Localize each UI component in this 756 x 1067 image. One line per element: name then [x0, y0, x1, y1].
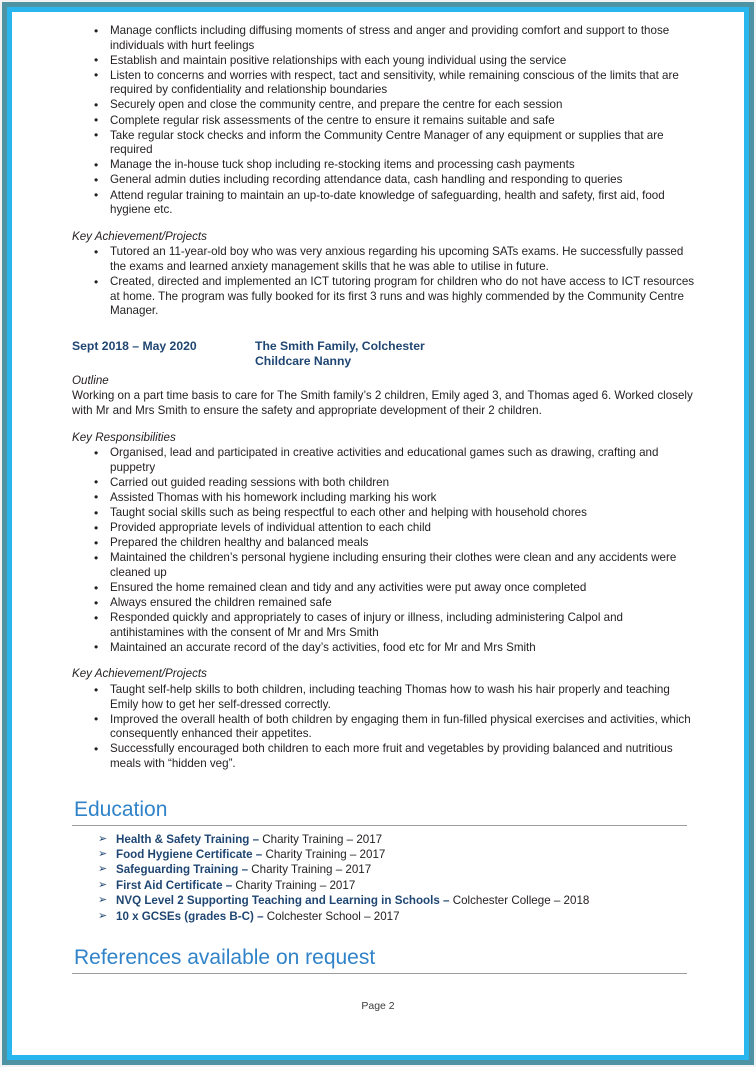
- list-item: • Tutored an 11-year-old boy who was very anxious regarding his upcoming SATs exams. He successfully passed the exams and learned anxiety management skills that he was able to utilise in future.: [72, 245, 700, 274]
- list-item: • Always ensured the children remained safe: [72, 596, 700, 611]
- list-item: • Ensured the home remained clean and tidy and any activities were put away once completed: [72, 581, 700, 596]
- role-two-outline-text: Working on a part time basis to care for The Smith family’s 2 children, Emily aged 3, and Thomas aged 6. Worked closely with Mr and Mrs Smith to ensure the safety and appropriate development of their 2 children.: [72, 389, 693, 417]
- role-two-heading: [72, 339, 700, 370]
- list-item: • Manage conflicts including diffusing moments of stress and anger and providing comfort and support to those individuals with hurt feelings: [72, 24, 700, 53]
- role-two-employer-block: [255, 339, 425, 370]
- list-item: • Provided appropriate levels of individual attention to each child: [72, 521, 700, 536]
- list-item: • Responded quickly and appropriately to cases of injury or illness, including administering Calpol and antihistamines with the consent of Mr and Mrs Smith: [72, 611, 700, 640]
- education-rule: [72, 825, 687, 826]
- education-separator: –: [439, 894, 453, 908]
- education-qualification: Food Hygiene Certificate: [116, 848, 253, 862]
- education-detail: Colchester School – 2017: [266, 909, 400, 923]
- education-item: [72, 832, 700, 847]
- education-qualification: NVQ Level 2 Supporting Teaching and Learning in Schools: [116, 894, 440, 908]
- role-two-responsibilities-label: Key Responsibilities: [72, 430, 176, 444]
- education-item: [72, 862, 700, 877]
- list-item: • Securely open and close the community centre, and prepare the centre for each session: [72, 98, 700, 113]
- list-item: • Carried out guided reading sessions with both children: [72, 476, 700, 491]
- list-item: • Attend regular training to maintain an up-to-date knowledge of safeguarding, health and safety, first aid, food hygiene etc.: [72, 189, 700, 218]
- education-detail: Charity Training – 2017: [265, 848, 386, 862]
- education-detail: Charity Training – 2017: [262, 832, 383, 846]
- education-heading: Education: [74, 797, 168, 821]
- education-separator: –: [252, 848, 266, 862]
- education-detail: Charity Training – 2017: [235, 878, 356, 892]
- role-two-achievements-label: Key Achievement/Projects: [72, 667, 207, 681]
- education-item: [72, 893, 700, 908]
- education-qualification: First Aid Certificate: [116, 878, 223, 892]
- education-qualification: Health & Safety Training: [116, 832, 250, 846]
- role-two-responsibilities-list: [72, 446, 700, 655]
- education-separator: –: [238, 863, 252, 877]
- list-item: • Complete regular risk assessments of the centre to ensure it remains suitable and safe: [72, 114, 700, 129]
- role-two-achievements-list: [72, 683, 700, 772]
- list-item: • Prepared the children healthy and balanced meals: [72, 536, 700, 551]
- list-item: • Organised, lead and participated in creative activities and educational games such as drawing, crafting and puppetry: [72, 446, 700, 475]
- list-item: • Taught self-help skills to both children, including teaching Thomas how to wash his hair properly and teaching Emily how to get her self-dressed correctly.: [72, 683, 700, 712]
- education-separator: –: [249, 832, 263, 846]
- list-item: • Improved the overall health of both children by engaging them in fun-filled physical exercises and activities, which consequently enhanced their appetites.: [72, 713, 700, 742]
- list-item: • Manage the in-house tuck shop including re-stocking items and processing cash payments: [72, 158, 700, 173]
- list-item: • Maintained the children’s personal hygiene including ensuring their clothes were clean and any accidents were cleaned up: [72, 551, 700, 580]
- page-footer: Page 2: [361, 1000, 395, 1012]
- role-two-job-title: Childcare Nanny: [255, 354, 352, 369]
- education-qualification: 10 x GCSEs (grades B-C): [116, 909, 254, 923]
- role-two-employer: The Smith Family, Colchester: [255, 338, 425, 353]
- references-rule: [72, 973, 687, 974]
- list-item: • Establish and maintain positive relationships with each young individual using the service: [72, 54, 700, 69]
- education-item: [72, 909, 700, 924]
- list-item: • Created, directed and implemented an ICT tutoring program for children who do not have access to ICT resources at home. The program was fully booked for its first 3 runs and was highly commended by the Community Centre Manager.: [72, 275, 700, 319]
- education-separator: –: [222, 878, 236, 892]
- education-item: [72, 878, 700, 893]
- role-two-dates: Sept 2018 – May 2020: [72, 338, 197, 353]
- role-one-achievements-label: Key Achievement/Projects: [72, 229, 207, 243]
- role-one-responsibilities-list: [72, 24, 700, 218]
- list-item: • Listen to concerns and worries with respect, tact and sensitivity, while remaining conscious of the limits that are required by confidentiality and relationship boundaries: [72, 69, 700, 98]
- education-list: [72, 832, 700, 924]
- list-item: • Assisted Thomas with his homework including marking his work: [72, 491, 700, 506]
- list-item: • Take regular stock checks and inform the Community Centre Manager of any equipment or supplies that are required: [72, 129, 700, 158]
- list-item: • Successfully encouraged both children to each more fruit and vegetables by providing balanced and nutritious meals with “hidden veg”.: [72, 742, 700, 771]
- role-one-achievements-list: [72, 245, 700, 318]
- education-item: [72, 847, 700, 862]
- education-qualification: Safeguarding Training: [116, 863, 239, 877]
- list-item: • General admin duties including recording attendance data, cash handling and responding to queries: [72, 173, 700, 188]
- list-item: • Maintained an accurate record of the day’s activities, food etc for Mr and Mrs Smith: [72, 641, 700, 656]
- role-two-outline-label: Outline: [72, 373, 109, 387]
- list-item: • Taught social skills such as being respectful to each other and helping with household chores: [72, 506, 700, 521]
- references-heading: References available on request: [74, 946, 376, 970]
- education-separator: –: [253, 909, 267, 923]
- education-detail: Charity Training – 2017: [251, 863, 372, 877]
- page-content: [12, 12, 744, 1055]
- education-detail: Colchester College – 2018: [452, 894, 590, 908]
